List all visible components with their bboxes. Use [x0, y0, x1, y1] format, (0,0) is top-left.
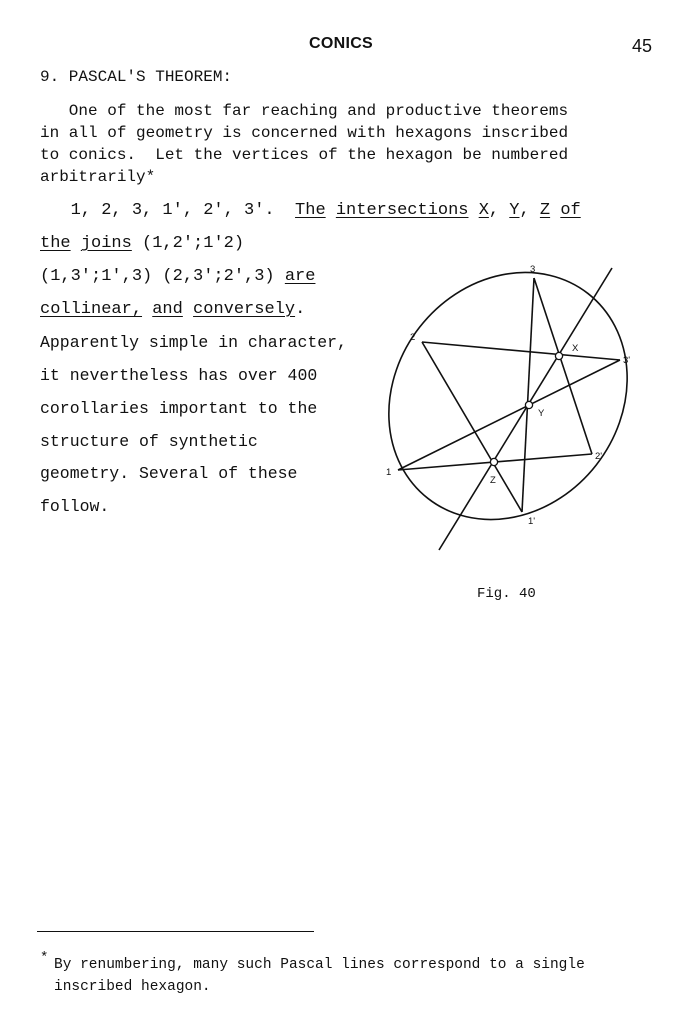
- running-title: CONICS: [309, 35, 374, 52]
- statement-word: of: [560, 201, 581, 220]
- join-1prime-2: [422, 342, 522, 512]
- footnote-line-2: inscribed hexagon.: [54, 979, 211, 995]
- point-label-y: Y: [538, 408, 545, 419]
- body-line-1: Apparently simple in character,: [40, 333, 347, 352]
- statement-word: The: [295, 201, 326, 220]
- body-line-6: follow.: [40, 497, 110, 516]
- section-title: 9. PASCAL'S THEOREM:: [40, 68, 233, 86]
- point-y: [525, 401, 532, 408]
- body-line-3: corollaries important to the: [40, 399, 318, 418]
- statement-period: .: [295, 300, 306, 319]
- footnote-mark: *: [40, 950, 49, 966]
- statement-line-3: [40, 267, 315, 286]
- vertex-label-1: 1: [386, 467, 392, 478]
- statement-word: collinear,: [40, 300, 143, 319]
- page-number: 45: [632, 36, 653, 56]
- join-pairs: (1,3';1',3) (2,3';2',3): [40, 267, 275, 286]
- vertex-label-2: 2: [410, 332, 416, 343]
- paragraph-line-4: arbitrarily*: [40, 168, 156, 186]
- statement-word: are: [284, 267, 316, 286]
- body-line-5: geometry. Several of these: [40, 464, 298, 483]
- statement-line-4: [40, 300, 305, 319]
- point-y-ref: Y: [509, 201, 520, 220]
- vertex-sequence: 1, 2, 3, 1', 2', 3'.: [40, 201, 275, 220]
- statement-line-2: [40, 234, 244, 253]
- pascal-line: [439, 268, 612, 550]
- figure-caption: Fig. 40: [477, 586, 536, 602]
- join-3-2prime: [534, 278, 592, 454]
- body-line-2: it nevertheless has over 400: [40, 366, 318, 385]
- paragraph-line-3: to conics. Let the vertices of the hexagon be numbered: [40, 146, 569, 164]
- point-label-z: Z: [490, 475, 496, 486]
- statement-word: conversely: [193, 300, 296, 319]
- body-line-4: structure of synthetic: [40, 432, 258, 451]
- join-1-3prime: [398, 360, 620, 470]
- join-pair: (1,2';1'2): [142, 234, 245, 253]
- vertex-label-1prime: 1': [528, 516, 536, 527]
- statement-word: intersections: [335, 201, 469, 220]
- vertex-label-2prime: 2': [595, 451, 603, 462]
- point-z: [490, 458, 497, 465]
- statement-word: and: [152, 300, 183, 319]
- point-z-ref: Z: [539, 201, 551, 220]
- statement-word: joins: [80, 234, 132, 253]
- footnote-rule: [37, 931, 314, 932]
- vertex-label-3: 3: [530, 264, 536, 275]
- point-label-x: X: [572, 343, 579, 354]
- paragraph-line-1: One of the most far reaching and productive theorems: [40, 102, 569, 120]
- join-1prime-3: [522, 278, 534, 512]
- paragraph-line-2: in all of geometry is concerned with hexagons inscribed: [40, 124, 569, 142]
- vertex-label-3prime: 3': [623, 355, 631, 366]
- join-2-3prime: [422, 342, 620, 360]
- point-x: [555, 352, 562, 359]
- statement-word: the: [40, 234, 71, 253]
- conic-ellipse: [380, 258, 640, 558]
- point-x-ref: X: [478, 201, 489, 220]
- footnote-line-1: By renumbering, many such Pascal lines correspond to a single: [54, 957, 585, 973]
- pascal-figure: [380, 258, 640, 558]
- statement-line-1: 1, 2, 3, 1', 2', 3'. The intersections X, Y, Z of: [40, 201, 581, 220]
